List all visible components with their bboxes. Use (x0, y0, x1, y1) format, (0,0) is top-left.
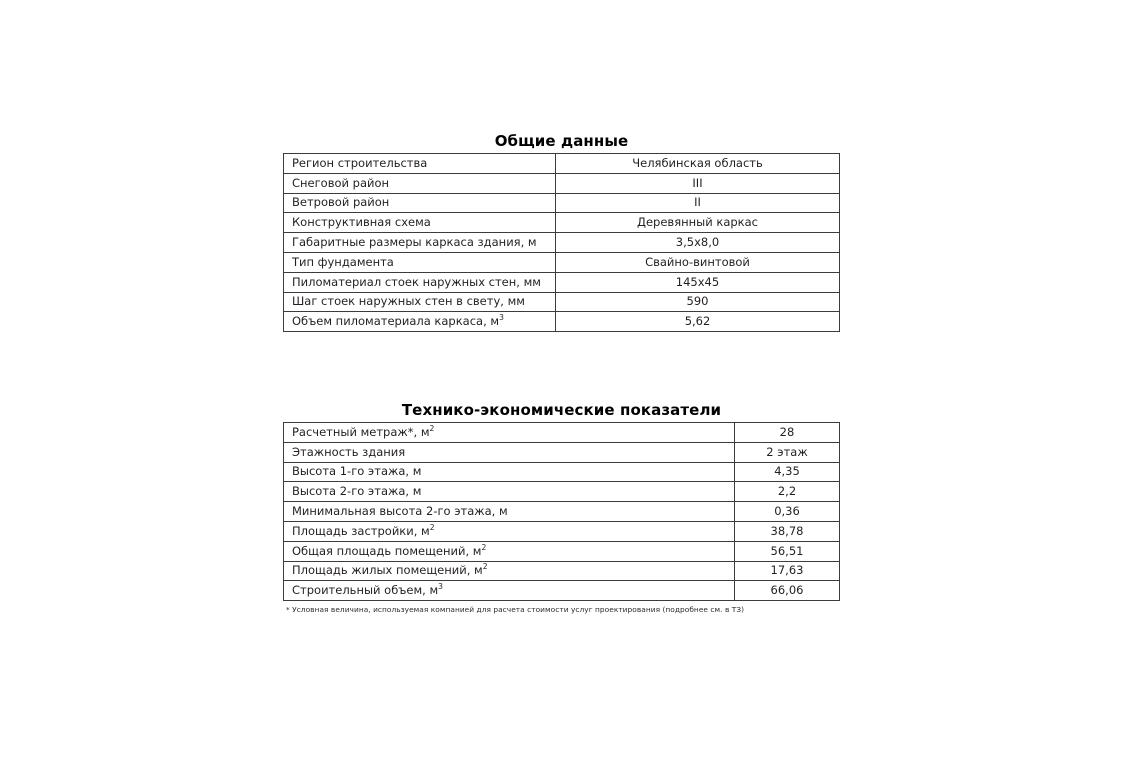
section-general-data (283, 132, 840, 332)
unit-exponent: 2 (429, 424, 435, 434)
table-row (284, 272, 840, 292)
table-row (284, 292, 840, 312)
general-row-label-2: Ветровой район (284, 193, 556, 213)
table-row (284, 173, 840, 193)
general-row-value-4: 3,5х8,0 (556, 233, 840, 253)
tep-row-value-3: 2,2 (735, 482, 840, 502)
general-row-value-6: 145х45 (556, 272, 840, 292)
table-row (284, 154, 840, 174)
general-row-label-0: Регион строительства (284, 154, 556, 174)
section-tep (283, 401, 840, 601)
general-row-label-4: Габаритные размеры каркаса здания, м (284, 233, 556, 253)
tep-row-value-1: 2 этаж (735, 442, 840, 462)
general-row-value-0: Челябинская область (556, 154, 840, 174)
unit-exponent: 2 (481, 542, 487, 552)
general-row-label-1: Снеговой район (284, 173, 556, 193)
table-row (284, 561, 840, 581)
unit-exponent: 3 (438, 582, 444, 592)
general-row-value-7: 590 (556, 292, 840, 312)
table-row (284, 252, 840, 272)
general-row-value-5: Свайно-винтовой (556, 252, 840, 272)
tep-row-label-4: Минимальная высота 2-го этажа, м (284, 502, 735, 522)
tep-row-label-0: Расчетный метраж*, $м^2$ (284, 423, 735, 443)
table-row (284, 462, 840, 482)
tep-row-value-6: 56,51 (735, 541, 840, 561)
tep-row-value-4: 0,36 (735, 502, 840, 522)
tep-row-value-2: 4,35 (735, 462, 840, 482)
table-row (284, 312, 840, 332)
tep-row-label-8: Строительный объем, $м^3$ (284, 581, 735, 601)
table-row (284, 502, 840, 522)
general-row-value-2: II (556, 193, 840, 213)
general-row-value-8: 5,62 (556, 312, 840, 332)
general-row-label-7: Шаг стоек наружных стен в свету, мм (284, 292, 556, 312)
general-row-label-3: Конструктивная схема (284, 213, 556, 233)
tep-row-value-7: 17,63 (735, 561, 840, 581)
tep-table-body (284, 423, 840, 601)
tep-row-label-6: Общая площадь помещений, $м^2$ (284, 541, 735, 561)
table-row (284, 423, 840, 443)
general-data-title: Общие данные (494, 132, 629, 150)
tep-row-value-0: 28 (735, 423, 840, 443)
unit-exponent: 2 (482, 562, 488, 572)
tep-row-label-7: Площадь жилых помещений, $м^2$ (284, 561, 735, 581)
general-row-value-3: Деревянный каркас (556, 213, 840, 233)
table-row (284, 442, 840, 462)
tep-title: Технико-экономические показатели (401, 401, 722, 419)
general-row-value-1: III (556, 173, 840, 193)
tep-row-value-5: 38,78 (735, 521, 840, 541)
general-row-label-5: Тип фундамента (284, 252, 556, 272)
table-row (284, 541, 840, 561)
general-data-table (283, 153, 840, 332)
unit-exponent: 2 (429, 523, 435, 533)
tep-footnote: * Условная величина, используемая компанией для расчета стоимости услуг проектирования (подробнее см. в ТЗ) (286, 605, 745, 614)
table-row (284, 233, 840, 253)
table-row (284, 581, 840, 601)
tep-row-label-2: Высота 1-го этажа, м (284, 462, 735, 482)
tep-row-label-3: Высота 2-го этажа, м (284, 482, 735, 502)
general-data-table-body (284, 154, 840, 332)
table-row (284, 213, 840, 233)
tep-row-label-5: Площадь застройки, $м^2$ (284, 521, 735, 541)
tep-table (283, 422, 840, 601)
tep-row-label-1: Этажность здания (284, 442, 735, 462)
table-row (284, 521, 840, 541)
table-row (284, 193, 840, 213)
table-row (284, 482, 840, 502)
general-row-label-8: Объем пиломатериала каркаса, $м^3$ (284, 312, 556, 332)
general-row-label-6: Пиломатериал стоек наружных стен, мм (284, 272, 556, 292)
tep-row-value-8: 66,06 (735, 581, 840, 601)
unit-exponent: 3 (499, 313, 504, 323)
